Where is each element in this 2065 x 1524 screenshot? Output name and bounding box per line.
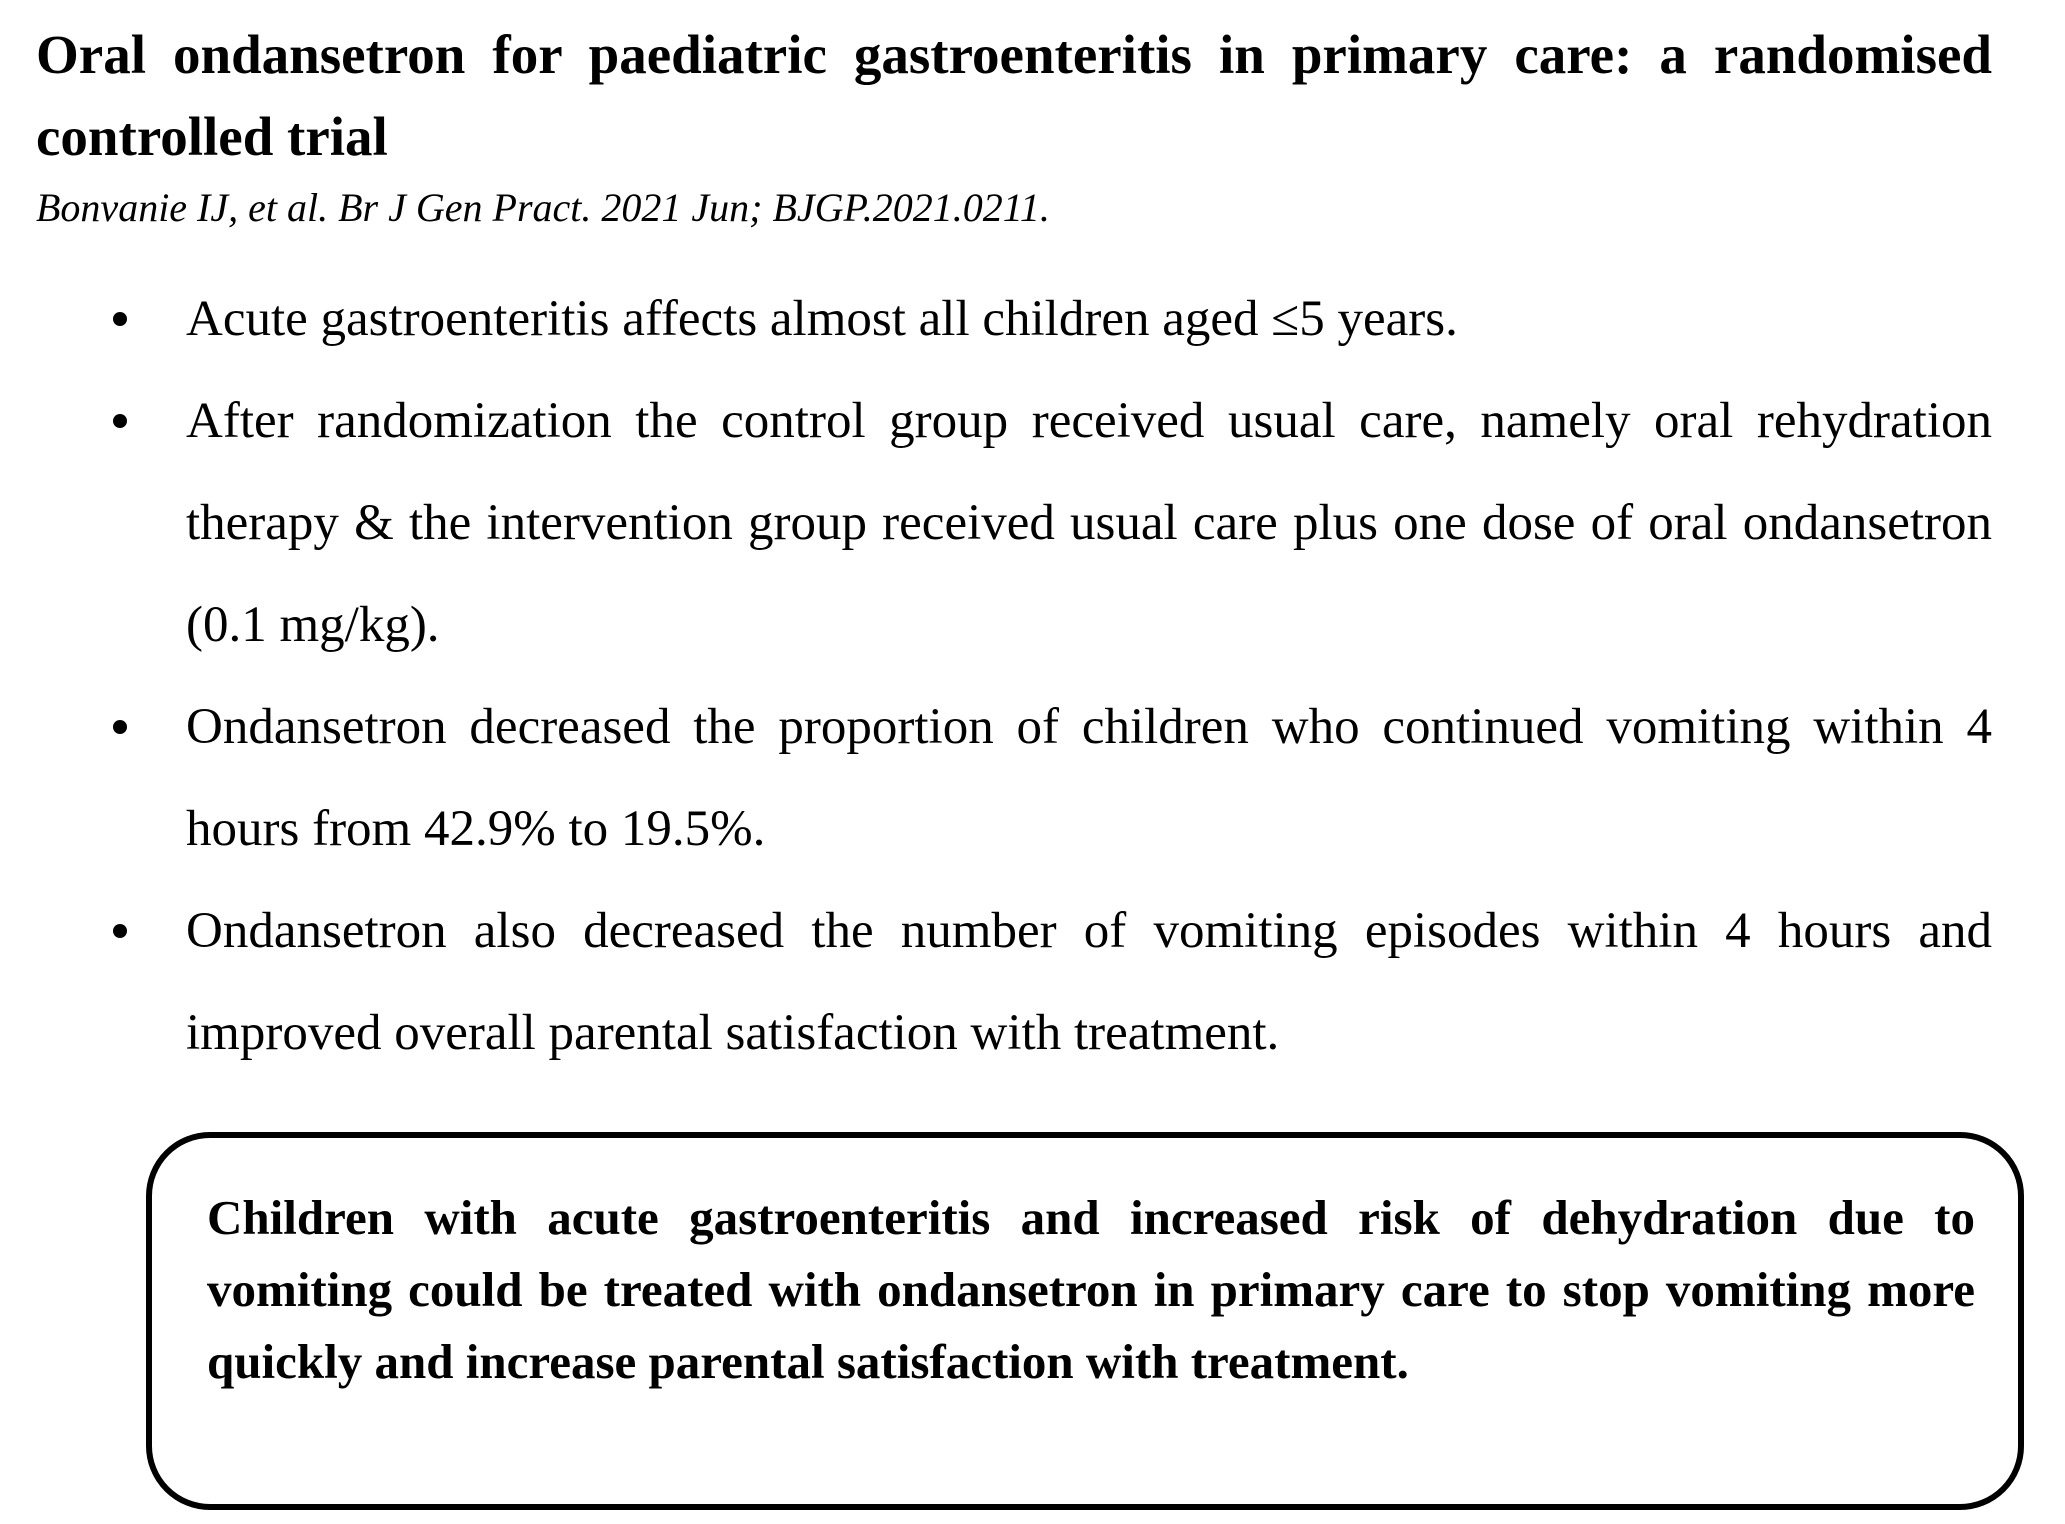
key-point-4 — [0, 880, 1992, 1084]
bullet-icon — [113, 414, 127, 428]
bullet-icon — [113, 312, 127, 326]
key-point-text: Ondansetron decreased the proportion of children who continued vomiting within 4 hours from 42.9% to 19.5%. — [186, 699, 1992, 857]
key-points-list — [0, 268, 2065, 1084]
key-point-1 — [0, 268, 1992, 370]
bullet-icon — [113, 924, 127, 938]
conclusion-text: Children with acute gastroenteritis and increased risk of dehydration due to vomiting could be treated with ondansetron in primary care to stop vomiting more quickly and increase parental satisfaction with treatment. — [207, 1190, 1975, 1389]
key-point-text: After randomization the control group received usual care, namely oral rehydration therapy & the intervention group received usual care plus one dose of oral ondansetron (0.1 mg/kg). — [186, 393, 1992, 653]
bullet-icon — [113, 720, 127, 734]
article-citation: Bonvanie IJ, et al. Br J Gen Pract. 2021 Jun; BJGP.2021.0211. — [36, 185, 1050, 230]
key-point-text: Acute gastroenteritis affects almost all children aged ≤5 years. — [186, 291, 1458, 347]
key-point-3 — [0, 676, 1992, 880]
key-point-text: Ondansetron also decreased the number of vomiting episodes within 4 hours and improved overall parental satisfaction with treatment. — [186, 903, 1992, 1061]
article-title: Oral ondansetron for paediatric gastroenteritis in primary care: a randomised controlled trial — [36, 24, 1992, 167]
key-point-2 — [0, 370, 1992, 676]
conclusion-box — [146, 1132, 2024, 1510]
